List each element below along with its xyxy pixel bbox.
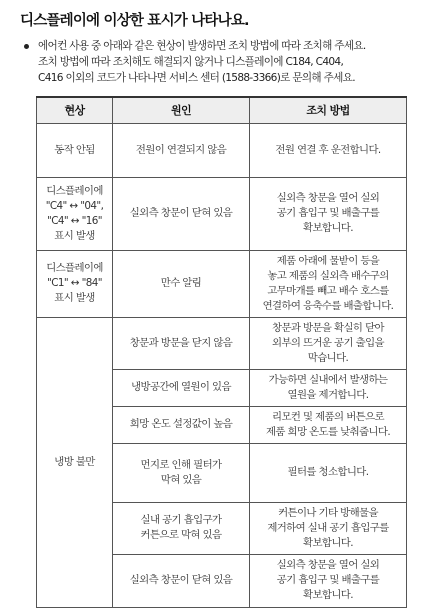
page-title: 디스플레이에 이상한 표시가 나타나요. bbox=[20, 13, 249, 29]
action-cell bbox=[250, 554, 407, 607]
cause-cell-line: 먼지로 인해 필터가 bbox=[140, 458, 222, 471]
action-cell-line: 열원을 제거합니다. bbox=[287, 388, 369, 401]
symptom-cell-line: 표시 발생 bbox=[54, 229, 95, 242]
action-cell bbox=[250, 317, 407, 369]
symptom-cell bbox=[37, 317, 113, 607]
intro-bullet bbox=[24, 38, 416, 86]
intro-text bbox=[38, 38, 416, 86]
cause-cell bbox=[113, 554, 250, 607]
table-header-row bbox=[37, 97, 407, 123]
cause-cell bbox=[113, 250, 250, 317]
cause-cell-line: 막혀 있음 bbox=[160, 473, 202, 486]
cause-cell bbox=[113, 406, 250, 443]
action-cell bbox=[250, 250, 407, 317]
action-cell bbox=[250, 123, 407, 177]
action-cell-line: 고무마개를 빼고 배수 호스를 bbox=[267, 284, 389, 297]
table-body bbox=[37, 123, 407, 607]
intro-line: C416 이외의 코드가 나타나면 서비스 센터 (1588-3366)로 문의해 주세요. bbox=[38, 72, 355, 84]
cause-cell bbox=[113, 123, 250, 177]
table-row bbox=[37, 123, 407, 177]
action-cell-line: 리모컨 및 제품의 버튼으로 bbox=[272, 410, 384, 423]
cause-cell-line: 냉방공간에 열원이 있음 bbox=[131, 381, 231, 393]
symptom-cell-line: "C4" ↔ "16" bbox=[47, 214, 102, 227]
troubleshooting-table bbox=[36, 96, 407, 608]
cause-cell bbox=[113, 177, 250, 250]
intro-line: 에어컨 사용 중 아래와 같은 현상이 발생하면 조치 방법에 따라 조치해 주세요. bbox=[38, 40, 366, 52]
action-cell-line: 공기 흡입구 및 배출구를 bbox=[276, 574, 380, 586]
action-cell-line: 실외측 창문을 열어 실외 bbox=[276, 559, 380, 571]
symptom-cell-line: 표시 발생 bbox=[54, 292, 95, 304]
header-symptom: 현상 bbox=[37, 97, 113, 123]
symptom-cell-line: 냉방 불만 bbox=[54, 455, 95, 468]
action-cell-line: 가능하면 실내에서 발생하는 bbox=[268, 373, 388, 386]
table-row bbox=[37, 317, 407, 369]
action-cell-line: 연결하여 응축수를 배출합니다. bbox=[262, 299, 394, 312]
intro-line: 조치 방법에 따라 조치해도 해결되지 않거나 디스플레이에 C184, C404, bbox=[38, 56, 344, 68]
action-cell-line: 막습니다. bbox=[307, 351, 349, 364]
action-cell-line: 확보합니다. bbox=[303, 222, 353, 234]
symptom-cell bbox=[37, 123, 113, 177]
symptom-cell-line: "C1" ↔ "84" bbox=[47, 277, 102, 289]
cause-cell-line: 희망 온도 설정값이 높음 bbox=[129, 418, 233, 430]
cause-cell-line: 만수 알림 bbox=[160, 277, 202, 289]
action-cell-line: 공기 흡입구 및 배출구를 bbox=[276, 207, 380, 219]
action-cell-line: 전원 연결 후 운전합니다. bbox=[275, 143, 381, 156]
cause-cell bbox=[113, 317, 250, 369]
symptom-cell-line: "C4" ↔ "04", bbox=[45, 199, 104, 212]
cause-cell bbox=[113, 443, 250, 502]
table-row bbox=[37, 177, 407, 250]
symptom-cell-line: 디스플레이에 bbox=[46, 184, 103, 197]
symptom-cell-line: 동작 안됨 bbox=[54, 143, 95, 156]
symptom-cell bbox=[37, 250, 113, 317]
cause-cell-line: 창문과 방문을 닫지 않음 bbox=[129, 336, 233, 349]
action-cell-line: 창문과 방문을 확실히 닫아 bbox=[272, 321, 384, 334]
cause-cell-line: 커튼으로 막혀 있음 bbox=[140, 529, 222, 541]
cause-cell-line: 실내 공기 흡입구가 bbox=[140, 514, 222, 526]
action-cell bbox=[250, 502, 407, 554]
table-row bbox=[37, 250, 407, 317]
action-cell bbox=[250, 177, 407, 250]
action-cell-line: 확보합니다. bbox=[303, 589, 353, 601]
symptom-cell-line: 디스플레이에 bbox=[46, 262, 103, 274]
cause-cell-line: 실외측 창문이 닫혀 있음 bbox=[129, 207, 233, 219]
header-action: 조치 방법 bbox=[250, 97, 407, 123]
action-cell-line: 놓고 제품의 실외측 배수구의 bbox=[267, 269, 389, 282]
cause-cell-line: 실외측 창문이 닫혀 있음 bbox=[129, 574, 233, 586]
cause-cell bbox=[113, 502, 250, 554]
action-cell-line: 커튼이나 기타 방해물을 bbox=[278, 506, 378, 519]
action-cell-line: 실외측 창문을 열어 실외 bbox=[276, 192, 380, 204]
action-cell bbox=[250, 443, 407, 502]
action-cell bbox=[250, 369, 407, 406]
action-cell-line: 필터를 청소합니다. bbox=[287, 466, 369, 478]
action-cell bbox=[250, 406, 407, 443]
action-cell-line: 제품 희망 온도를 낮춰줍니다. bbox=[265, 425, 391, 438]
symptom-cell bbox=[37, 177, 113, 250]
action-cell-line: 외부의 뜨거운 공기 출입을 bbox=[272, 336, 384, 349]
action-cell-line: 제거하여 실내 공기 흡입구를 bbox=[267, 521, 389, 534]
cause-cell bbox=[113, 369, 250, 406]
action-cell-line: 확보합니다. bbox=[303, 536, 353, 549]
action-cell-line: 제품 아래에 물받이 등을 bbox=[276, 254, 380, 267]
header-cause: 원인 bbox=[113, 97, 250, 123]
bullet-icon bbox=[24, 44, 29, 49]
cause-cell-line: 전원이 연결되지 않음 bbox=[135, 143, 227, 156]
